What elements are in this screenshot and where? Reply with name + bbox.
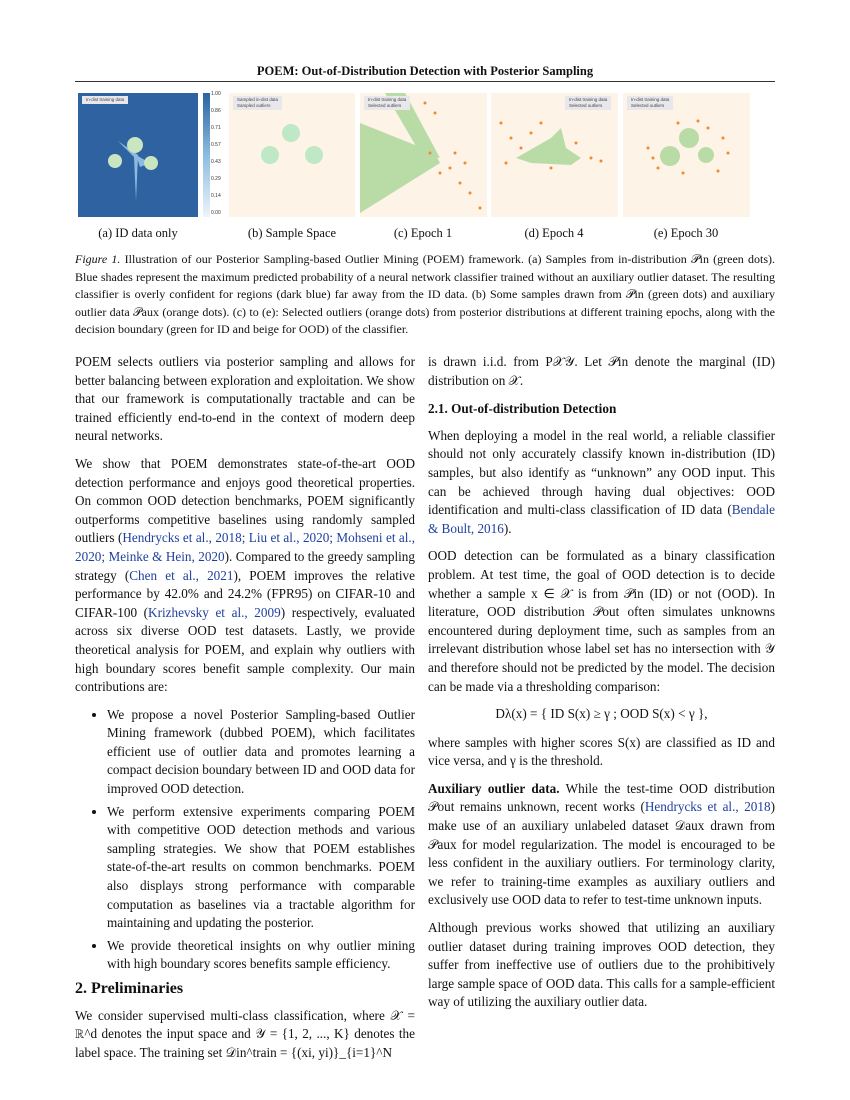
- panel-b-plot: [229, 93, 355, 217]
- left-column: [75, 353, 415, 1071]
- colorbar-tick: 0.86: [211, 108, 221, 114]
- colorbar-tick: 1.00: [211, 91, 221, 97]
- paragraph: [428, 427, 775, 539]
- panel-a-legend: In-dist training data: [82, 96, 128, 104]
- legend-entry: Selected outliers: [368, 103, 402, 108]
- panel-b-legend: [233, 96, 282, 110]
- contributions-list: [75, 706, 415, 974]
- colorbar: [203, 93, 210, 217]
- citation-link[interactable]: Hendrycks et al., 2018: [644, 799, 771, 815]
- subcaption-d: (d) Epoch 4: [524, 226, 584, 240]
- text: We show that POEM demonstrates state-of-the-art OOD detection performance and enjoys good theoretical properties. On common OOD detection benchmarks, POEM significantly outperforms competitive baselines using randomly sampled outliers (: [75, 455, 415, 546]
- text: ) respectively, evaluated across six diverse OOD test datasets. Lastly, we provide theoretical analysis for POEM, and explain why outliers with high boundary scores benefit sample complexity. Our main contributions are:: [75, 604, 415, 695]
- citation-link[interactable]: Chen et al., 2021: [129, 567, 234, 583]
- list-item: • We perform extensive experiments comparing POEM with competitive OOD detection methods and various sampling strategies. We show that POEM establishes state-of-the-art results on common benchmarks. POEM also displays strong performance with comparable computation as baselines via a tractable algorithm for maintaining and updating the posterior.: [107, 803, 415, 933]
- legend-entry: In-dist training data: [631, 97, 670, 102]
- colorbar-tick: 0.00: [211, 210, 221, 216]
- panel-e-legend: [627, 96, 673, 110]
- paragraph: Although previous works showed that utilizing an auxiliary outlier dataset during training improves OOD detection, they suffer from ineffective use of outliers due to the prohibitively large sample space of OOD data. This calls for a sample-efficient way of utilizing the auxiliary outlier data.: [428, 920, 775, 1010]
- list-item: • We provide theoretical insights on why outlier mining with high boundary scores benefits sample efficiency.: [107, 937, 415, 974]
- panel-a-plot: [78, 93, 198, 217]
- text: ). Compared to the greedy sampling strategy (: [75, 548, 415, 583]
- subcaption-b: (b) Sample Space: [247, 226, 337, 240]
- colorbar-tick: 0.71: [211, 125, 221, 131]
- right-column: [428, 353, 775, 1021]
- text: When deploying a model in the real world, a reliable classifier should not only accurately classify known in-distribution (ID) samples, but also identify as “unknown” any OOD input. This can be achieved through having dual objectives: OOD identification and multi-class classification of ID data (: [428, 427, 775, 518]
- colorbar-tick: 0.14: [211, 193, 221, 199]
- panel-d-plot: [491, 93, 618, 217]
- legend-entry: Sampled in-dist data: [237, 97, 279, 102]
- header-rule: [75, 81, 775, 82]
- section-heading: 2. Preliminaries: [75, 980, 184, 997]
- citation-link[interactable]: Bendale & Boult, 2016: [428, 502, 775, 536]
- legend-entry: Selected outliers: [569, 103, 603, 108]
- paragraph: OOD detection can be formulated as a binary classification problem. At test time, the goal of OOD detection is to decide whether a sample x ∈ 𝒳 is from 𝒫in (ID) or not (OOD). In literature, OOD distribution 𝒫out often simulates unknowns encountered during deployment time, such as samples from an irrelevant distribution whose label set has no intersection with 𝒴 and therefore should not be predicted by the model. The decision can be made via a thresholding comparison:: [428, 548, 775, 694]
- paragraph: where samples with higher scores S(x) are classified as ID and vice versa, and γ is the threshold.: [428, 734, 775, 769]
- paragraph: [428, 780, 775, 910]
- text: ) make use of an auxiliary unlabeled dataset 𝒟aux drawn from 𝒫aux for model regularization. The model is encouraged to be less confident in the auxiliary outliers. For terminology clarity, we refer to training-time examples as auxiliary outliers and exclusively use OOD data to refer to test-time unknown inputs.: [428, 799, 775, 908]
- legend-entry: Sampled outliers: [237, 103, 271, 108]
- subcaption-c: (c) Epoch 1: [393, 226, 453, 240]
- colorbar-tick: 0.43: [211, 159, 221, 165]
- colorbar-tick: 0.57: [211, 142, 221, 148]
- legend-entry: Selected outliers: [631, 103, 665, 108]
- panel-e-plot: [623, 93, 750, 217]
- citation-link[interactable]: Hendrycks et al., 2018; Liu et al., 2020; Mohseni et al., 2020; Meinke & Hein, 2020: [75, 530, 415, 564]
- panel-c-plot: [360, 93, 487, 217]
- subcaption-e: (e) Epoch 30: [653, 226, 719, 240]
- text: While the test-time OOD distribution 𝒫out remains unknown, recent works (: [428, 780, 775, 815]
- equation: Dλ(x) = { ID S(x) ≥ γ ; OOD S(x) < γ },: [495, 706, 708, 722]
- paragraph: We consider supervised multi-class classification, where 𝒳 = ℝ^d denotes the input space and 𝒴 = {1, 2, ..., K} denotes the label space. The training set 𝒟in^train = {(xi, yi)}_{i=1}^N: [75, 1007, 415, 1060]
- panel-c-legend: [364, 96, 410, 110]
- citation-link[interactable]: Krizhevsky et al., 2009: [148, 604, 281, 620]
- running-header: POEM: Out-of-Distribution Detection with Posterior Sampling: [256, 64, 594, 78]
- figure-caption: [75, 251, 775, 339]
- legend-entry: In-dist training data: [368, 97, 407, 102]
- panel-d-legend: [565, 96, 611, 110]
- text: ), POEM improves the relative performance by 42.0% and 24.2% (FPR95) on CIFAR-10 and CIFAR-100 (: [75, 567, 416, 620]
- list-item: • We propose a novel Posterior Sampling-based Outlier Mining framework (dubbed POEM), which facilitates efficient use of outlier data and promotes learning a compact decision boundary between ID and OOD data for improved OOD detection.: [107, 706, 415, 799]
- subcaption-a: (a) ID data only: [98, 226, 178, 240]
- subsection-heading: 2.1. Out-of-distribution Detection: [428, 401, 617, 417]
- paragraph: is drawn i.i.d. from P𝒳𝒴. Let 𝒫in denote the marginal (ID) distribution on 𝒳.: [428, 354, 775, 388]
- text: ).: [503, 520, 512, 536]
- paragraph: [75, 455, 415, 697]
- figure-caption-text: Illustration of our Posterior Sampling-based Outlier Mining (POEM) framework. (a) Samples from in-distribution 𝒫in (green dots). Blue shades represent the maximum predicted probability of a neural network classifier trained without an auxiliary outlier dataset. The resulting classifier is overly confident for regions (dark blue) far away from the ID data. (b) Some samples drawn from 𝒫in (green dots) and auxiliary outlier data 𝒫aux (orange dots). (c) to (e): Selected outliers (orange dots) from posterior distributions at different training epochs, along with the decision boundary (green for ID and beige for OOD) of the classifier.: [75, 252, 776, 336]
- colorbar-tick: 0.29: [211, 176, 221, 182]
- paragraph-heading: Auxiliary outlier data.: [428, 780, 560, 796]
- paragraph: POEM selects outliers via posterior sampling and allows for better balancing between exploration and exploitation. We show that our framework is computationally tractable and can be trained efficiently end-to-end in the context of modern deep neural networks.: [75, 354, 415, 444]
- legend-entry: In-dist training data: [569, 97, 608, 102]
- figure-label: Figure 1.: [75, 252, 121, 266]
